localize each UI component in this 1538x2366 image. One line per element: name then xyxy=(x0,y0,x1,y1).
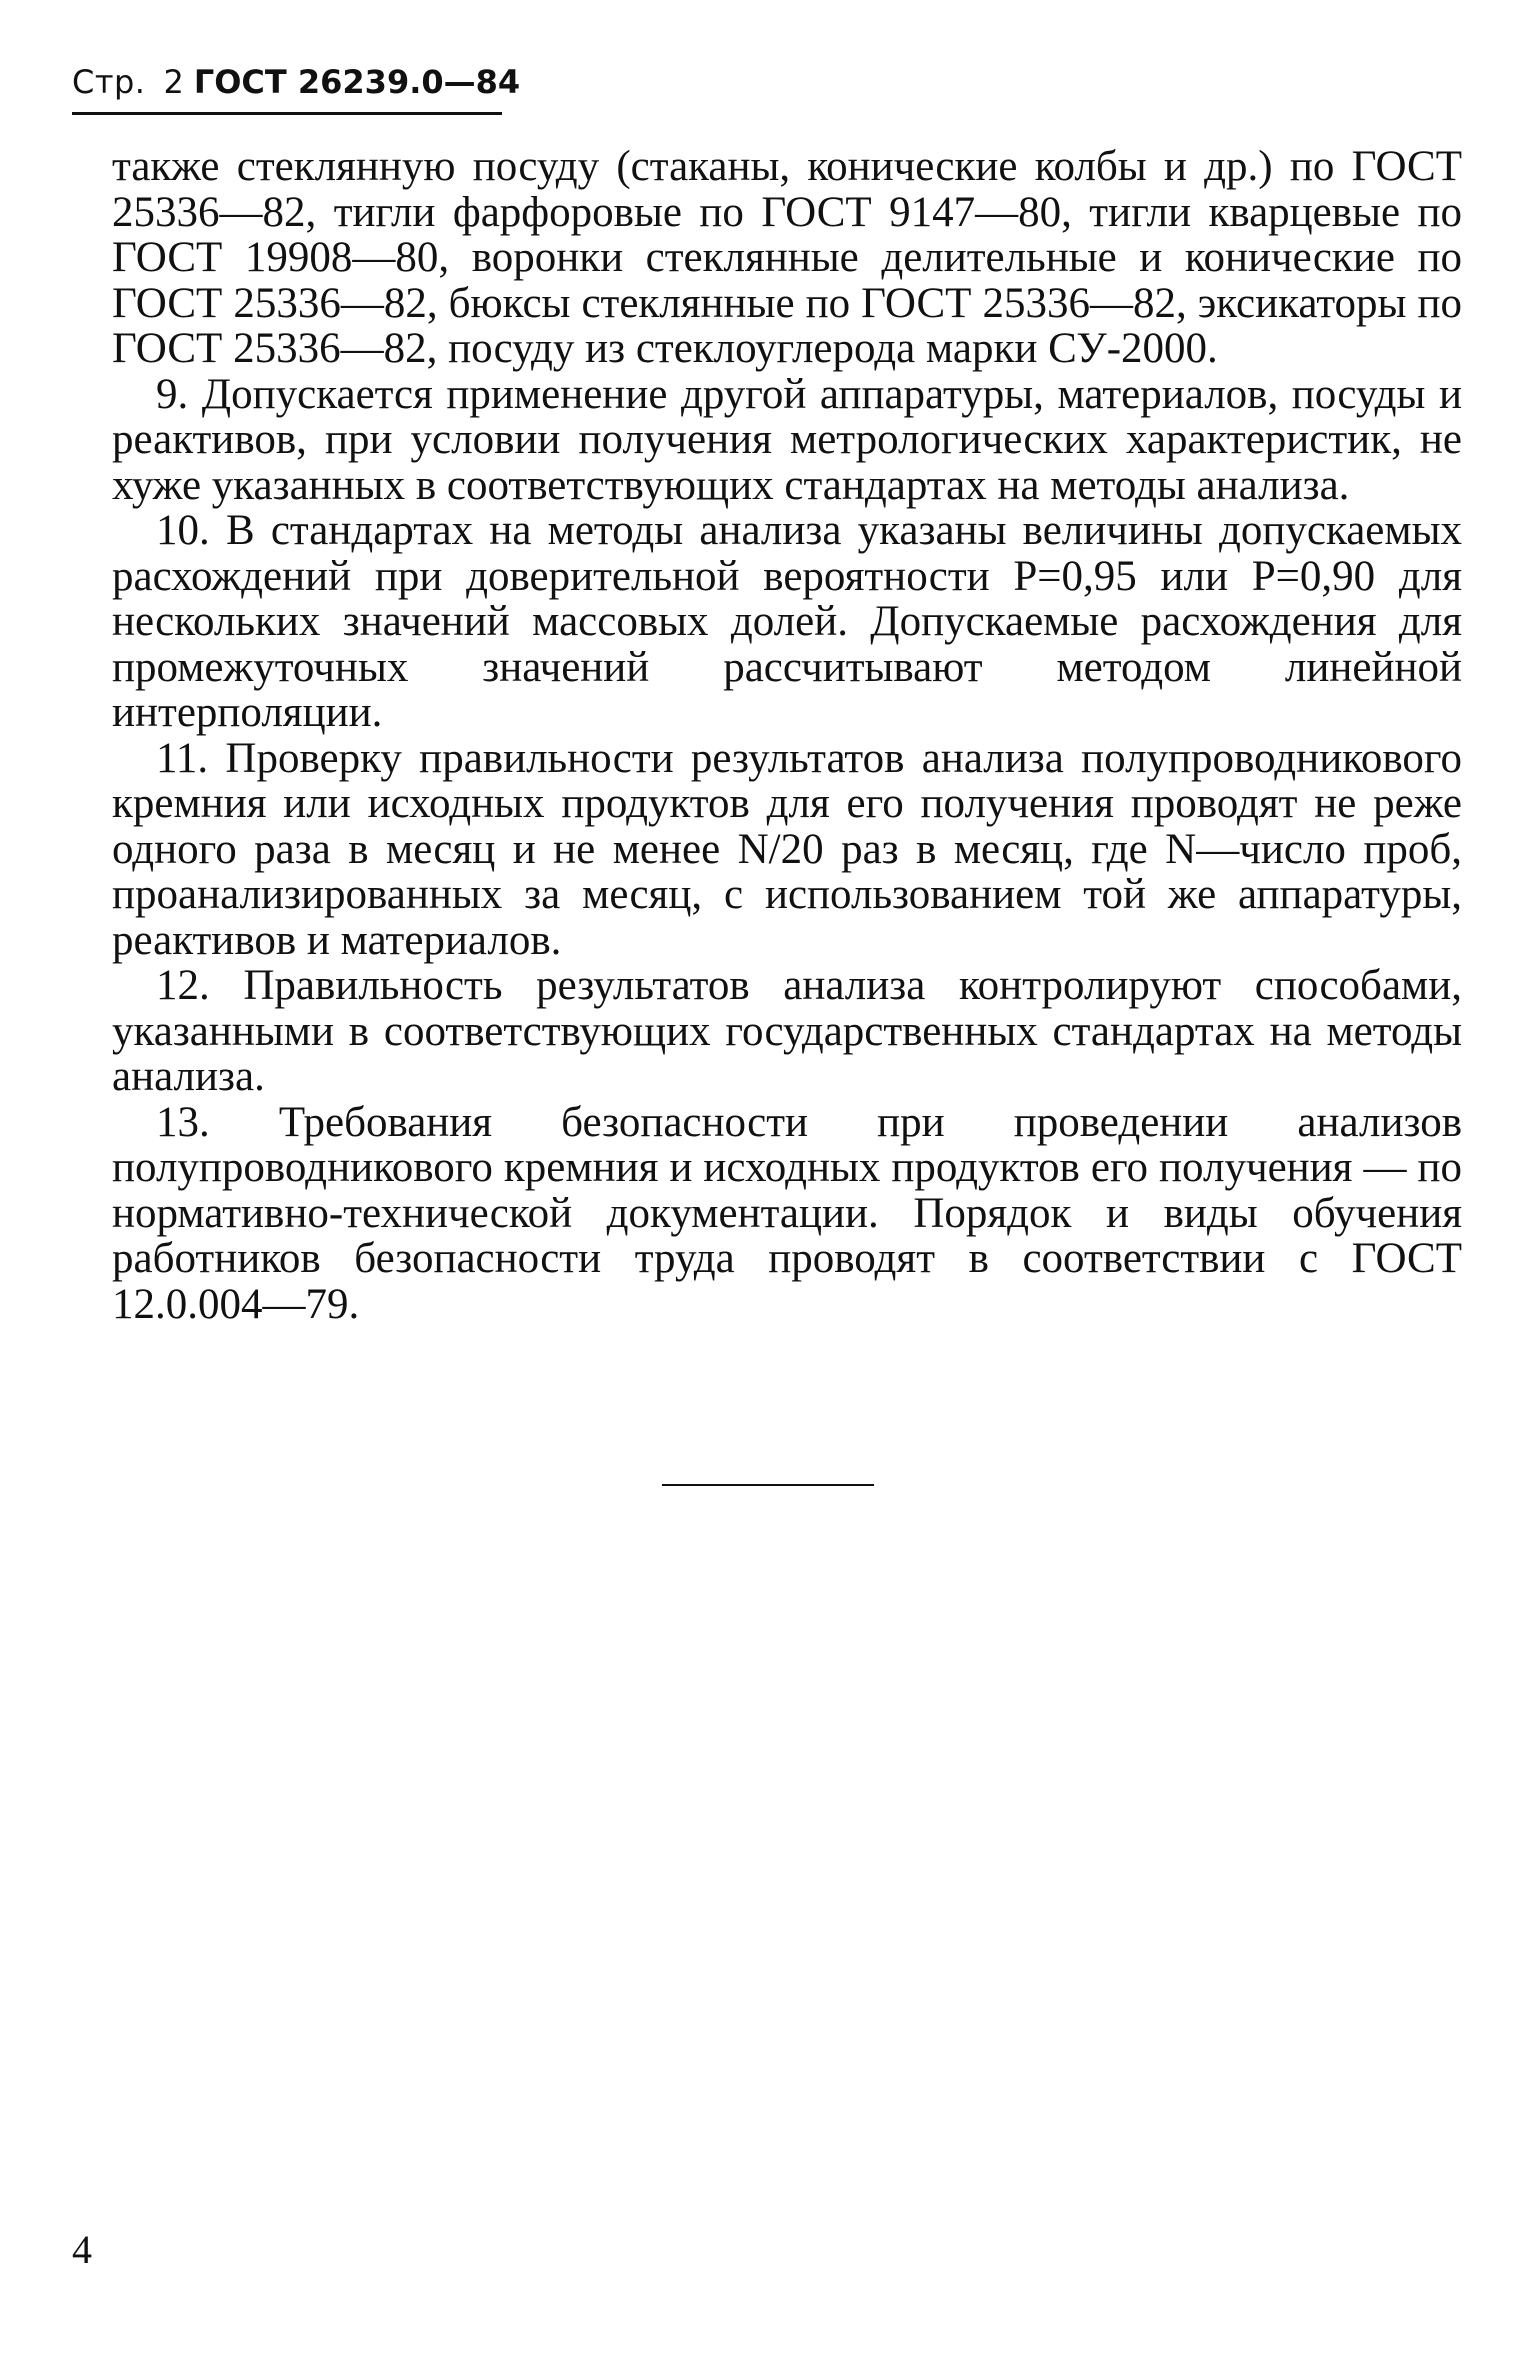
page-prefix: Стр. xyxy=(72,63,146,101)
end-of-text-rule xyxy=(662,1484,874,1486)
paragraph-10: 10. В стандартах на методы анализа указаны величины допускаемых расхождений при доверительной вероятности P=0,95 или P=0,90 для нескольких значений массовых долей. Допускаемые расхождения для промежуточных значений рассчитывают методом линейной интерполяции. xyxy=(112,507,1462,736)
header-rule xyxy=(72,112,502,115)
paragraph-12: 12. Правильность результатов анализа контролируют способами, указанными в соответствующих государственных стандартах на методы анализа. xyxy=(112,962,1462,1100)
paragraph-11: 11. Проверку правильности результатов анализа полупроводникового кремния или исходных продуктов для его получения проводят не реже одного раза в месяц и не менее N/20 раз в месяц, где N—число проб, проанализированных за месяц, с использованием той же аппаратуры, реактивов и материалов. xyxy=(112,734,1462,964)
paragraph-continued: также стеклянную посуду (стаканы, конические колбы и др.) по ГОСТ 25336—82, тигли фарфоровые по ГОСТ 9147—80, тигли кварцевые по ГОСТ 19908—80, воронки стеклянные делительные и конические по ГОСТ 25336—82, бюксы стеклянные по ГОСТ 25336—82, эксикаторы по ГОСТ 25336—82, посуду из стеклоуглерода марки СУ-2000. xyxy=(112,143,1462,372)
paragraph-9: 9. Допускается применение другой аппаратуры, материалов, посуды и реактивов, при условии получения метрологических характеристик, не хуже указанных в соответствующих стандартах на методы анализа. xyxy=(112,370,1462,509)
running-header xyxy=(72,62,520,102)
paragraph-13: 13. Требования безопасности при проведении анализов полупроводникового кремния и исходных продуктов его получения — по нормативно-технической документации. Порядок и виды обучения работников безопасности труда проводят в соответствии с ГОСТ 12.0.004—79. xyxy=(112,1098,1462,1328)
folio-page-number: 4 xyxy=(72,2227,92,2272)
page-number-header: 2 xyxy=(163,63,184,101)
standard-designation: ГОСТ 26239.0—84 xyxy=(193,63,521,101)
body-text xyxy=(112,144,1462,1327)
